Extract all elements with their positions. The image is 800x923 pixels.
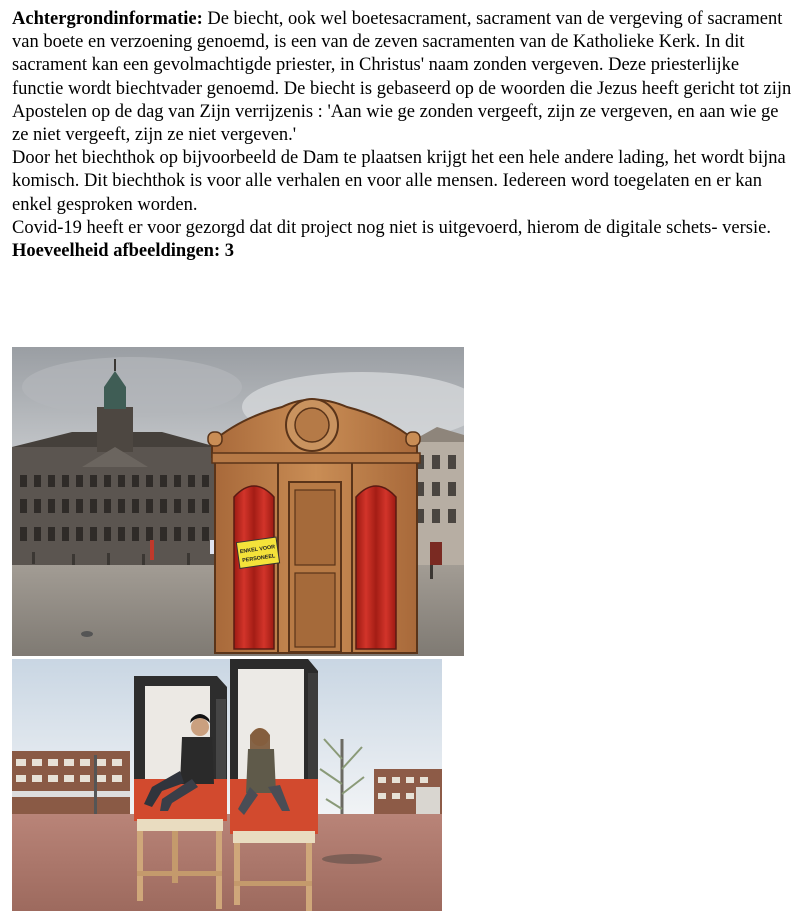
sign-line-1: ENKEL VOOR bbox=[239, 544, 276, 556]
background-paragraph-2: Door het biechthok op bijvoorbeeld de Dam te plaatsen krijgt het een hele andere lading, het wordt bijna komisch. Dit biechthok is voor alle verhalen en voor alle mensen. Iedereen word toegelaten en er kan enkel gesproken worden. bbox=[12, 148, 786, 215]
background-text-1: De biecht, ook wel boetesacrament, sacrament van de vergeving of sacrament van boete en verzoening genoemd, is een van de zeven sacramenten van de Katholieke Kerk. In dit sacrament kan een gevolmachtigde priester, in Christus' naam zonden vergeven. Deze priesterlijke functie wordt biechtvader genoemd. De biecht is gebaseerd op de woorden die Jezus heeft gericht tot zijn Apostelen op de dag van Zijn verrijzenis : 'Aan wie ge zonden vergeeft, zijn ze vergeven, en aan wie ge ze niet vergeeft, zijn ze niet vergeven.' bbox=[12, 9, 792, 146]
background-label: Achtergrondinformatie: bbox=[12, 9, 203, 29]
sign-line-2: PERSONEEL bbox=[241, 553, 276, 564]
booths-photo-image bbox=[12, 659, 442, 911]
images-count-label: Hoeveelheid afbeeldingen: 3 bbox=[12, 241, 234, 262]
confessional-sketch bbox=[208, 399, 420, 653]
images-count bbox=[12, 240, 792, 263]
background-info-section bbox=[12, 8, 792, 263]
confessional-dam-image bbox=[12, 347, 464, 656]
background-paragraph-3: Covid-19 heeft er voor gezorgd dat dit project nog niet is uitgevoerd, hierom de digitale schets- versie. bbox=[12, 217, 771, 238]
left-booth bbox=[134, 676, 227, 909]
background-paragraph-1 bbox=[12, 8, 792, 147]
